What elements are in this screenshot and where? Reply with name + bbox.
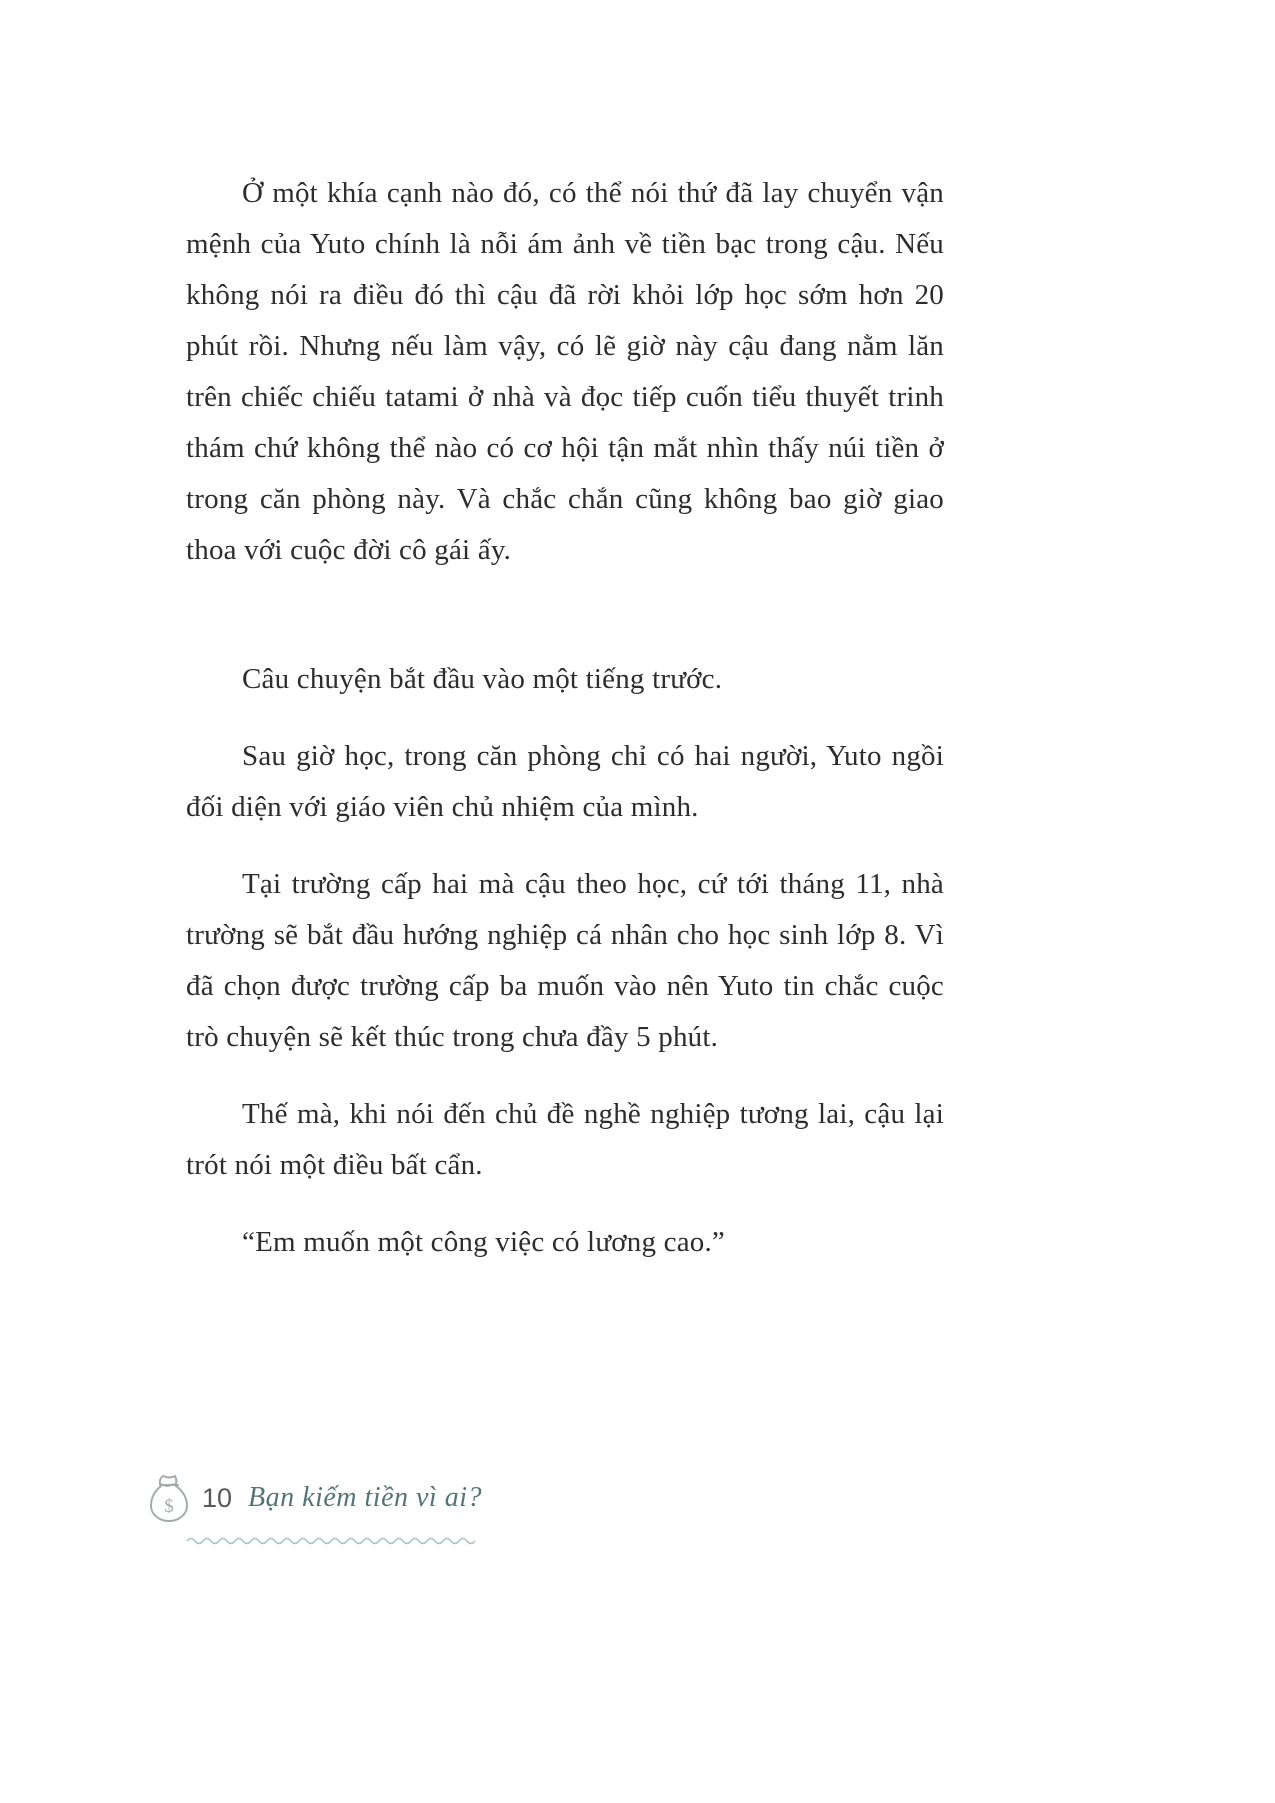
page-footer <box>146 1472 482 1524</box>
body-paragraph: “Em muốn một công việc có lương cao.” <box>242 1226 725 1258</box>
page-body <box>186 168 944 1294</box>
page-number: 10 <box>202 1482 233 1513</box>
body-paragraph: Tại trường cấp hai mà cậu theo học, cứ tới tháng 11, nhà trường sẽ bắt đầu hướng nghiệp cá nhân cho học sinh lớp 8. Vì đã chọn được trường cấp ba muốn vào nên Yuto tin chắc cuộc trò chuyện sẽ kết thúc trong chưa đầy 5 phút. <box>186 868 944 1053</box>
body-paragraph: Câu chuyện bắt đầu vào một tiếng trước. <box>242 663 723 695</box>
body-paragraph: Sau giờ học, trong căn phòng chỉ có hai người, Yuto ngồi đối diện với giáo viên chủ nhiệm của mình. <box>186 740 944 823</box>
body-paragraph: Ở một khía cạnh nào đó, có thể nói thứ đã lay chuyển vận mệnh của Yuto chính là nỗi ám ảnh về tiền bạc trong cậu. Nếu không nói ra điều đó thì cậu đã rời khỏi lớp học sớm hơn 20 phút rồi. Nhưng nếu làm vậy, có lẽ giờ này cậu đang nằm lăn trên chiếc chiếu tatami ở nhà và đọc tiếp cuốn tiểu thuyết trinh thám chứ không thể nào có cơ hội tận mắt nhìn thấy núi tiền ở trong căn phòng này. Và chắc chắn cũng không bao giờ giao thoa với cuộc đời cô gái ấy. <box>186 177 944 566</box>
wavy-divider <box>186 1532 476 1542</box>
book-title: Bạn kiếm tiền vì ai? <box>248 1482 482 1513</box>
body-paragraph: Thế mà, khi nói đến chủ đề nghề nghiệp tương lai, cậu lại trót nói một điều bất cẩn. <box>186 1098 944 1181</box>
dollar-glyph: $ <box>164 1496 174 1517</box>
money-bag-icon <box>146 1472 192 1524</box>
